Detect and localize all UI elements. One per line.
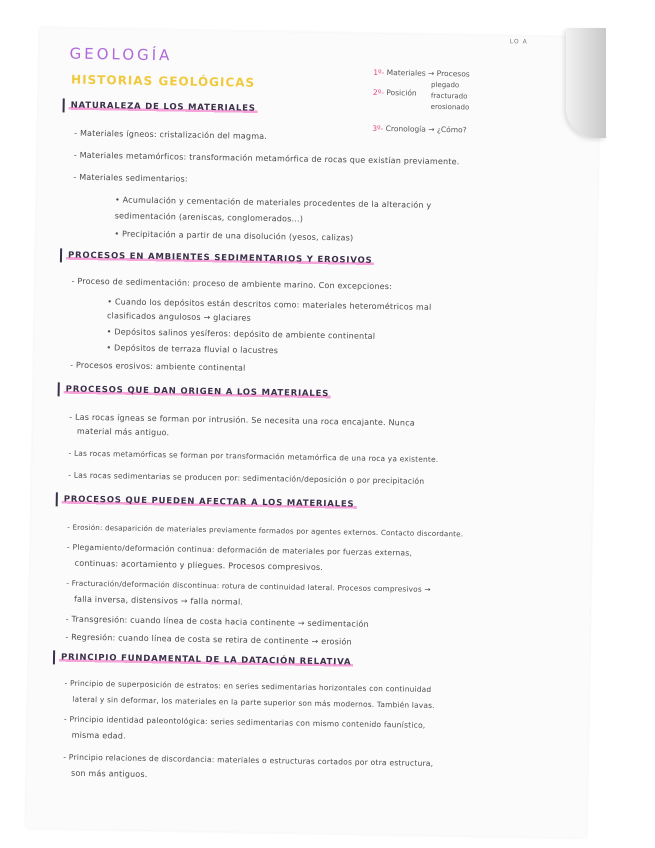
origen-line: - Las rocas sedimentarias se producen por: sedimentación/deposición o por precipitación — [68, 470, 425, 486]
principio-line: son más antiguos. — [70, 768, 148, 779]
side-note-2-text: Posición — [386, 88, 417, 98]
side-note-2-option-3: erosionado — [430, 102, 470, 112]
naturaleza-line: • Acumulación y cementación de materiales procedentes de la alteración y — [114, 195, 432, 210]
principio-line: - Principio relaciones de discordancia: materiales o estructuras cortados por otra estructura, — [63, 752, 434, 768]
origen-line: - Las rocas metamórficas se forman por transformación metamórfica de una roca ya existente. — [68, 448, 439, 465]
heading-afectar-materiales-text: PROCESOS QUE PUEDEN AFECTAR A LOS MATERIALES — [63, 494, 355, 510]
procesos-sed-line: • Depósitos salinos yesíferos: depósito de ambiente continental — [106, 327, 376, 341]
procesos-sed-line: • Cuando los depósitos están descritos como: materiales heterométricos mal — [107, 297, 432, 312]
notebook-page — [26, 28, 600, 838]
principio-line: - Principio de superposición de estratos: en series sedimentarias horizontales con continuidad — [64, 678, 432, 694]
heading-procesos-sedimentarios — [66, 250, 375, 265]
page-title: GEOLOGÍA — [69, 44, 173, 65]
afectar-line: - Plegamiento/deformación continua: deformación de materiales por fuerzas externas, — [66, 542, 413, 558]
side-note-2-option-2: fracturado — [430, 91, 468, 101]
heading-bar — [56, 492, 58, 506]
procesos-sed-line: - Procesos erosivos: ambiente continental — [70, 360, 246, 373]
naturaleza-line: - Materiales ígneos: cristalización del magma. — [74, 128, 268, 141]
afectar-line: falla inversa, distensivos → falla normal. — [73, 594, 244, 607]
page-curl — [566, 28, 606, 138]
side-note-3 — [372, 124, 466, 135]
procesos-sed-line: • Depósitos de terraza fluvial o lacustres — [106, 343, 279, 356]
corner-left-text: LO A — [509, 38, 528, 46]
heading-datacion-relativa — [59, 652, 353, 667]
side-note-3-text: Cronología → ¿Cómo? — [385, 124, 467, 135]
heading-origen-materiales — [64, 384, 332, 399]
principio-line: - Principio identidad paleontológica: series sedimentarias con mismo contenido faunístico, — [63, 714, 426, 730]
naturaleza-line: • Precipitación a partir de una disolución (yesos, calizas) — [114, 229, 354, 243]
afectar-line: - Erosión: desaparición de materiales previamente formados por agentes externos. Contacto discordante. — [67, 522, 464, 539]
afectar-line: - Regresión: cuando línea de costa se retira de continente → erosión — [65, 632, 352, 647]
side-note-2-number: 2º- — [372, 87, 385, 98]
heading-origen-materiales-text: PROCESOS QUE DAN ORIGEN A LOS MATERIALES — [65, 384, 330, 400]
heading-procesos-sedimentarios-text: PROCESOS EN AMBIENTES SEDIMENTARIOS Y EROSIVOS — [67, 250, 373, 266]
procesos-sed-line: clasificados angulosos → glaciares — [106, 311, 251, 323]
side-note-2-option-1: plegado — [430, 80, 460, 90]
page-corner-strip — [480, 36, 640, 55]
heading-naturaleza — [69, 101, 258, 114]
side-note-2 — [373, 88, 417, 98]
origen-line: - Las rocas ígneas se forman por intrusión. Se necesita una roca encajante. Nunca — [69, 412, 416, 428]
procesos-sed-line: - Proceso de sedimentación: proceso de ambiente marino. Con excepciones: — [71, 276, 393, 292]
side-note-1-number: 1º- — [373, 67, 385, 78]
side-note-3-number: 3º- — [372, 123, 384, 134]
side-note-1-text: Materiales → Procesos — [386, 68, 470, 79]
naturaleza-line: - Materiales sedimentarios: — [73, 172, 188, 184]
heading-afectar-materiales — [62, 494, 357, 509]
naturaleza-line: sedimentación (areniscas, conglomerados...) — [114, 211, 304, 224]
heading-bar — [63, 98, 65, 112]
side-note-1 — [373, 68, 470, 79]
page-subtitle: HISTORIAS GEOLÓGICAS — [70, 72, 256, 90]
heading-bar — [58, 382, 60, 396]
heading-bar — [60, 248, 62, 262]
principio-line: lateral y sin deformar, los materiales en la parte superior son más modernos. También lavas. — [72, 694, 435, 710]
afectar-line: - Transgresión: cuando línea de costa hacia continente → sedimentación — [65, 614, 369, 629]
afectar-line: continuas: acortamiento y pliegues. Procesos compresivos. — [74, 558, 324, 573]
principio-line: misma edad. — [71, 730, 126, 741]
heading-naturaleza-text: NATURALEZA DE LOS MATERIALES — [70, 100, 256, 114]
origen-line: material más antiguo. — [76, 426, 170, 438]
naturaleza-line: - Materiales metamórficos: transformación metamórfica de rocas que existían previamente. — [73, 150, 460, 167]
heading-datacion-relativa-text: PRINCIPIO FUNDAMENTAL DE LA DATACIÓN RELATIVA — [60, 652, 352, 668]
heading-bar — [53, 650, 55, 664]
afectar-line: - Fracturación/deformación discontinua: rotura de continuidad lateral. Procesos compresivos → — [66, 578, 431, 594]
